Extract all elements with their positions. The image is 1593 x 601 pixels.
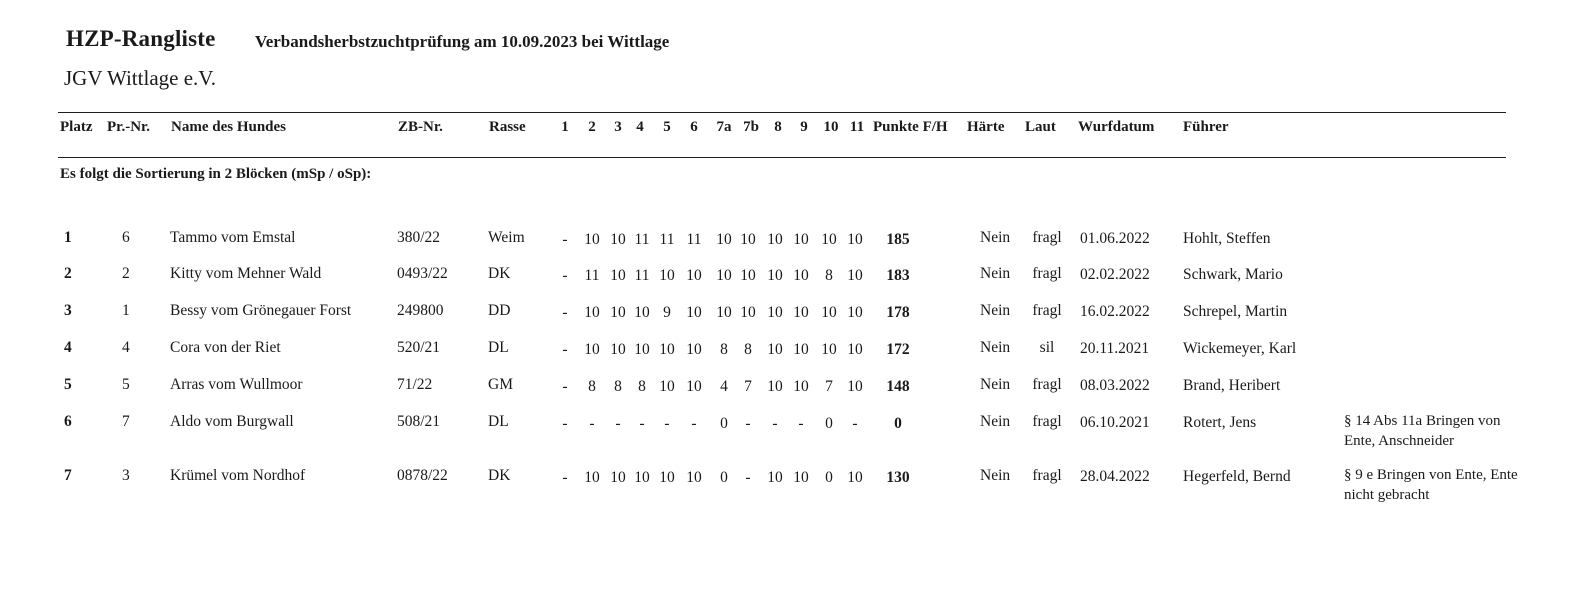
cell-score-10: 0 (825, 415, 833, 432)
cell-score-6: 10 (686, 267, 702, 284)
cell-score-8: 10 (767, 231, 783, 248)
column-header-7b: 7b (743, 119, 759, 135)
cell-score-3: 10 (610, 267, 626, 284)
cell-score-6: - (691, 415, 697, 432)
cell-score-7a: 8 (720, 341, 728, 358)
cell-score-9: 10 (793, 378, 809, 395)
cell-zb: 0878/22 (397, 467, 448, 484)
cell-zb: 0493/22 (397, 265, 448, 282)
cell-name: Aldo vom Burgwall (170, 413, 294, 430)
cell-haerte: Nein (980, 376, 1011, 393)
cell-score-11: 10 (847, 378, 863, 395)
cell-platz: 6 (64, 413, 72, 430)
header-rule-bottom (58, 157, 1506, 158)
column-header-rasse: Rasse (489, 119, 526, 135)
cell-score-3: 8 (614, 378, 622, 395)
cell-zb: 520/21 (397, 339, 441, 356)
cell-platz: 2 (64, 265, 72, 282)
cell-wurfdatum: 06.10.2021 (1080, 414, 1150, 431)
cell-wurfdatum: 28.04.2022 (1080, 468, 1150, 485)
cell-fuehrer: Schrepel, Martin (1183, 303, 1288, 320)
cell-zb: 71/22 (397, 376, 433, 393)
column-header-prnr: Pr.-Nr. (107, 119, 151, 135)
cell-score-7b: 8 (744, 341, 752, 358)
column-header-9: 9 (800, 119, 808, 135)
cell-score-10: 7 (825, 378, 833, 395)
column-header-8: 8 (774, 119, 782, 135)
cell-score-2: 10 (584, 341, 600, 358)
column-header-laut: Laut (1025, 119, 1056, 135)
cell-score-9: - (798, 415, 804, 432)
cell-score-7a: 4 (720, 378, 728, 395)
cell-wurfdatum: 01.06.2022 (1080, 230, 1150, 247)
cell-rasse: DL (488, 413, 509, 430)
cell-name: Kitty vom Mehner Wald (170, 265, 322, 282)
column-header-5: 5 (663, 119, 671, 135)
cell-fuehrer: Brand, Heribert (1183, 377, 1281, 394)
cell-fuehrer: Rotert, Jens (1183, 414, 1257, 431)
cell-score-7b: 10 (740, 231, 756, 248)
cell-name: Arras vom Wullmoor (170, 376, 303, 393)
cell-score-10: 10 (821, 231, 837, 248)
cell-name: Krümel vom Nordhof (170, 467, 306, 484)
cell-score-5: 10 (659, 469, 675, 486)
cell-score-7b: - (745, 415, 751, 432)
cell-score-1: - (562, 341, 568, 358)
cell-prnr: 5 (122, 376, 130, 393)
cell-score-4: 10 (634, 341, 650, 358)
cell-score-7b: 10 (740, 267, 756, 284)
cell-prnr: 7 (122, 413, 130, 430)
cell-remark: § 9 e Bringen von Ente, Ente nicht gebracht (1344, 467, 1518, 503)
column-header-4: 4 (636, 119, 644, 135)
cell-zb: 508/21 (397, 413, 441, 430)
cell-platz: 3 (64, 302, 72, 319)
cell-punkte: 0 (894, 415, 902, 432)
cell-score-3: 10 (610, 341, 626, 358)
cell-score-7a: 10 (716, 267, 732, 284)
cell-rasse: DL (488, 339, 509, 356)
page-subtitle: Verbandsherbstzuchtprüfung am 10.09.2023 bei Wittlage (255, 32, 670, 51)
cell-score-3: 10 (610, 231, 626, 248)
column-header-3: 3 (614, 119, 622, 135)
cell-score-11: - (852, 415, 858, 432)
cell-score-9: 10 (793, 341, 809, 358)
cell-score-1: - (562, 231, 568, 248)
cell-score-10: 0 (825, 469, 833, 486)
cell-laut: fragl (1032, 302, 1062, 319)
cell-score-2: 10 (584, 304, 600, 321)
column-header-name: Name des Hundes (171, 119, 287, 135)
column-header-wurfdatum: Wurfdatum (1078, 119, 1155, 135)
cell-rasse: DK (488, 265, 511, 282)
column-header-punkte: Punkte F/H (873, 119, 948, 135)
cell-score-1: - (562, 469, 568, 486)
cell-score-9: 10 (793, 469, 809, 486)
cell-score-5: 10 (659, 341, 675, 358)
cell-laut: fragl (1032, 229, 1062, 246)
cell-remark: § 14 Abs 11a Bringen von Ente, Anschneider (1344, 413, 1501, 449)
cell-haerte: Nein (980, 467, 1011, 484)
cell-score-7a: 0 (720, 415, 728, 432)
column-header-haerte: Härte (967, 119, 1005, 135)
cell-score-7a: 10 (716, 231, 732, 248)
cell-score-11: 10 (847, 469, 863, 486)
column-header-zb: ZB-Nr. (398, 119, 443, 135)
cell-fuehrer: Schwark, Mario (1183, 266, 1283, 283)
cell-score-2: 11 (584, 267, 600, 284)
cell-score-8: 10 (767, 341, 783, 358)
cell-rasse: DK (488, 467, 511, 484)
cell-haerte: Nein (980, 265, 1011, 282)
cell-score-8: 10 (767, 469, 783, 486)
cell-score-8: 10 (767, 378, 783, 395)
header-rule-top (58, 112, 1506, 113)
cell-wurfdatum: 20.11.2021 (1080, 340, 1150, 357)
cell-score-5: - (664, 415, 670, 432)
cell-score-7b: 10 (740, 304, 756, 321)
cell-score-10: 8 (825, 267, 833, 284)
cell-haerte: Nein (980, 339, 1011, 356)
cell-wurfdatum: 16.02.2022 (1080, 303, 1150, 320)
column-header-7a: 7a (716, 119, 732, 135)
cell-score-11: 10 (847, 231, 863, 248)
cell-score-1: - (562, 304, 568, 321)
cell-laut: fragl (1032, 413, 1062, 430)
cell-score-3: - (615, 415, 621, 432)
block-sorting-note: Es folgt die Sortierung in 2 Blöcken (mSp / oSp): (60, 166, 372, 182)
cell-prnr: 4 (122, 339, 130, 356)
cell-punkte: 178 (886, 304, 910, 321)
cell-score-9: 10 (793, 267, 809, 284)
club-name: JGV Wittlage e.V. (64, 66, 216, 90)
column-header-11: 11 (849, 119, 865, 135)
cell-score-6: 10 (686, 378, 702, 395)
cell-fuehrer: Wickemeyer, Karl (1183, 340, 1297, 357)
cell-punkte: 183 (886, 267, 910, 284)
cell-score-3: 10 (610, 304, 626, 321)
cell-laut: fragl (1032, 265, 1062, 282)
cell-punkte: 172 (886, 341, 910, 358)
cell-score-1: - (562, 267, 568, 284)
cell-score-8: 10 (767, 267, 783, 284)
cell-score-10: 10 (821, 341, 837, 358)
cell-score-6: 10 (686, 341, 702, 358)
cell-laut: fragl (1032, 467, 1062, 484)
cell-score-6: 10 (686, 469, 702, 486)
column-header-2: 2 (588, 119, 596, 135)
column-header-fuehrer: Führer (1183, 119, 1229, 135)
cell-rasse: GM (488, 376, 513, 393)
cell-score-8: - (772, 415, 778, 432)
cell-wurfdatum: 02.02.2022 (1080, 266, 1150, 283)
cell-prnr: 6 (122, 229, 130, 246)
cell-wurfdatum: 08.03.2022 (1080, 377, 1150, 394)
cell-zb: 380/22 (397, 229, 441, 246)
cell-score-5: 11 (659, 231, 675, 248)
cell-score-7a: 0 (720, 469, 728, 486)
cell-platz: 7 (64, 467, 72, 484)
cell-score-1: - (562, 378, 568, 395)
cell-score-7b: - (745, 469, 751, 486)
cell-score-9: 10 (793, 304, 809, 321)
cell-rasse: DD (488, 302, 511, 319)
cell-score-10: 10 (821, 304, 837, 321)
column-header-10: 10 (823, 119, 839, 135)
cell-score-2: 10 (584, 469, 600, 486)
cell-prnr: 1 (122, 302, 130, 319)
cell-rasse: Weim (488, 229, 525, 246)
cell-haerte: Nein (980, 413, 1011, 430)
cell-score-9: 10 (793, 231, 809, 248)
cell-score-2: - (589, 415, 595, 432)
cell-punkte: 148 (886, 378, 910, 395)
cell-score-4: 11 (634, 231, 650, 248)
cell-name: Cora von der Riet (170, 339, 281, 356)
column-header-6: 6 (690, 119, 698, 135)
cell-platz: 5 (64, 376, 72, 393)
cell-name: Tammo vom Emstal (170, 229, 296, 246)
cell-score-6: 11 (686, 231, 702, 248)
cell-score-5: 10 (659, 267, 675, 284)
cell-score-11: 10 (847, 267, 863, 284)
cell-score-2: 8 (588, 378, 596, 395)
cell-score-11: 10 (847, 341, 863, 358)
cell-punkte: 130 (886, 469, 910, 486)
cell-score-3: 10 (610, 469, 626, 486)
cell-score-11: 10 (847, 304, 863, 321)
cell-score-4: 11 (634, 267, 650, 284)
cell-score-1: - (562, 415, 568, 432)
cell-laut: fragl (1032, 376, 1062, 393)
cell-score-8: 10 (767, 304, 783, 321)
cell-platz: 4 (64, 339, 72, 356)
cell-score-4: 10 (634, 469, 650, 486)
cell-fuehrer: Hegerfeld, Bernd (1183, 468, 1291, 485)
cell-haerte: Nein (980, 302, 1011, 319)
cell-score-4: 8 (638, 378, 646, 395)
cell-haerte: Nein (980, 229, 1011, 246)
cell-prnr: 2 (122, 265, 130, 282)
cell-score-5: 9 (663, 304, 671, 321)
cell-score-2: 10 (584, 231, 600, 248)
cell-name: Bessy vom Grönegauer Forst (170, 302, 352, 319)
page-title: HZP-Rangliste (66, 26, 216, 51)
cell-platz: 1 (64, 229, 72, 246)
cell-punkte: 185 (886, 231, 910, 248)
cell-zb: 249800 (397, 302, 444, 319)
cell-score-6: 10 (686, 304, 702, 321)
cell-score-4: 10 (634, 304, 650, 321)
cell-laut: sil (1039, 339, 1055, 356)
cell-score-5: 10 (659, 378, 675, 395)
column-header-1: 1 (561, 119, 569, 135)
cell-score-7b: 7 (744, 378, 752, 395)
cell-prnr: 3 (122, 467, 130, 484)
cell-fuehrer: Hohlt, Steffen (1183, 230, 1271, 247)
cell-score-4: - (639, 415, 645, 432)
cell-score-7a: 10 (716, 304, 732, 321)
column-header-platz: Platz (60, 119, 93, 135)
